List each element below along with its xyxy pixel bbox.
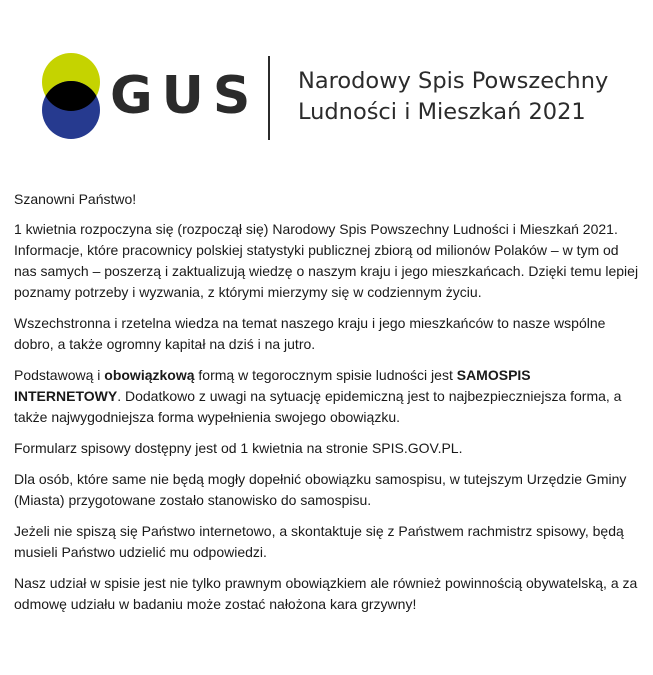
- greeting: Szanowni Państwo!: [14, 191, 137, 207]
- census-title-line2: Ludności i Mieszkań 2021: [298, 99, 586, 125]
- paragraph-office-station: Dla osób, które same nie będą mogły dopełnić obowiązku samospisu, w tutejszym Urzędzie Gminy (Miasta) przygotowane zostało stanowisko do samospisu.: [14, 471, 627, 508]
- gus-logo-circles: [42, 53, 100, 139]
- paragraph-form-availability: Formularz spisowy dostępny jest od 1 kwietnia na stronie SPIS.GOV.PL.: [14, 440, 463, 456]
- logo-divider: [268, 56, 270, 140]
- letter-body: [14, 189, 640, 625]
- census-title-line1: Narodowy Spis Powszechny: [298, 68, 609, 94]
- header: [0, 0, 653, 150]
- paragraph-knowledge: Wszechstronna i rzetelna wiedza na temat naszego kraju i jego mieszkańców to nasze wspólne dobro, a także ogromny kapitał na dziś i na jutro.: [14, 315, 606, 352]
- gus-logo-text: GUS: [110, 66, 260, 126]
- mandatory-emphasis: obowiązkową: [104, 367, 195, 383]
- census-title: [298, 66, 608, 128]
- p3-text-1: Podstawową i: [14, 367, 105, 383]
- paragraph-enumerator: Jeżeli nie spiszą się Państwo internetowo, a skontaktuje się z Państwem rachmistrz spisowy, będą musieli Państwo udzielić mu odpowiedzi.: [14, 523, 624, 560]
- internet-self-census-emphasis: SAMOSPIS INTERNETOWY: [14, 367, 531, 404]
- p3-text-3: . Dodatkowo z uwagi na sytuację epidemiczną jest to najbezpieczniejsza forma, a także najwygodniejsza forma wypełnienia swojego obowiązku.: [14, 388, 622, 425]
- paragraph-obligation: Nasz udział w spisie jest nie tylko prawnym obowiązkiem ale również powinnością obywatelską, a za odmowę udziału w badaniu może zostać nałożona kara grzywny!: [14, 575, 638, 612]
- paragraph-census-start: 1 kwietnia rozpoczyna się (rozpoczął się) Narodowy Spis Powszechny Ludności i Mieszkań 2021. Informacje, które pracownicy polskiej statystyki publicznej zbiorą od milionów Polaków – w tym od nas samych – poszerzą i zaktualizują wiedzę o naszym kraju i jego mieszkańcach. Dzięki temu lepiej poznamy potrzeby i wyzwania, z którymi mierzymy się w codziennym życiu.: [14, 221, 639, 300]
- p3-text-2: formą w tegorocznym spisie ludności jest: [194, 367, 457, 383]
- paragraph-self-census: [14, 365, 640, 428]
